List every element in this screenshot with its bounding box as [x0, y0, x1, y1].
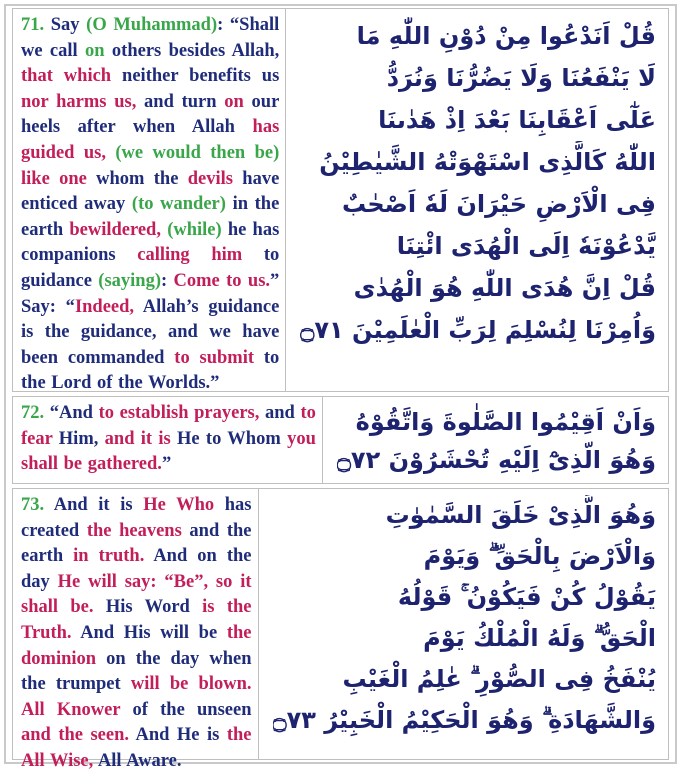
translation-segment: (saying)	[98, 270, 161, 291]
translation-segment: you shall be gathered.	[21, 428, 316, 475]
translation-segment: He Who	[143, 495, 215, 515]
verse-row-73	[12, 488, 669, 771]
translation-segment: and it is	[104, 428, 171, 449]
translation-segment: His Word	[93, 597, 203, 618]
arabic-line: قُلْ اَنَدْعُوا مِنْ دُوْنِ اللّٰهِ مَا	[356, 22, 656, 50]
arabic-line: وَاُمِرْنَا لِنُسْلِمَ لِرَبِّ الْعٰلَمِيْنَ ۝٧١	[300, 316, 656, 344]
translation-segment: to guidance	[21, 245, 280, 291]
translation-segment: and the seen.	[21, 725, 130, 746]
english-translation-73	[13, 489, 259, 771]
translation-segment: (while)	[167, 219, 222, 240]
translation-segment: he has companions	[21, 219, 280, 266]
translation-segment: neither benefits us	[111, 66, 280, 87]
arabic-line: لَا يَنْفَعُنَا وَلَا يَضُرُّنَا وَنُرَدُّ	[386, 64, 656, 92]
translation-segment: He will say: “Be”, so it shall be.	[21, 571, 252, 618]
arabic-line: يَقُوْلُ كُنْ فَيَكُوْنُ ۚ قَوْلُهُ	[397, 583, 656, 611]
translation-segment: Say	[50, 15, 87, 35]
translation-segment: Come to us.	[173, 270, 271, 291]
translation-segment: whom the	[86, 168, 188, 189]
english-translation-71	[13, 9, 286, 394]
translation-segment: to the Lord of the Worlds.”	[21, 347, 280, 394]
translation-segment: of the unseen	[120, 699, 252, 720]
translation-segment: calling him	[137, 245, 243, 266]
translation-segment: on the day when the trumpet	[21, 648, 252, 695]
translation-segment: has guided us,	[21, 117, 280, 163]
translation-segment: to fear	[21, 403, 316, 449]
arabic-line: قُلْ اِنَّ هُدَى اللّٰهِ هُوَ الْهُدٰى	[353, 274, 656, 302]
translation-segment: is the Truth.	[21, 597, 252, 643]
translation-segment: And His will be	[71, 622, 227, 643]
arabic-line: فِى الْاَرْضِ حَيْرَانَ لَهٗ اَصْحٰبٌ	[341, 190, 656, 218]
arabic-line: اللّٰهُ كَالَّذِى اسْتَهْوَتْهُ الشَّيٰطِيْنُ	[319, 148, 656, 176]
translation-segment: He to Whom	[170, 428, 288, 449]
translation-segment: prayers,	[194, 403, 260, 423]
translation-segment: ”	[161, 454, 172, 475]
verse-row-71	[12, 8, 669, 392]
translation-segment: and the earth	[21, 520, 252, 567]
translation-segment: the heavens	[86, 520, 182, 541]
translation-segment: Him,	[52, 428, 105, 449]
translation-segment: ” Say: “	[21, 270, 280, 317]
translation-segment: All Knower	[21, 699, 121, 720]
translation-segment: others besides Allah,	[104, 40, 280, 61]
translation-segment: devils	[187, 168, 233, 189]
verse-row-72	[12, 396, 669, 484]
english-translation-72	[13, 397, 323, 483]
translation-segment: 73.	[21, 495, 45, 515]
verse-table	[4, 4, 677, 771]
translation-segment: on	[85, 40, 105, 61]
translation-segment: like one	[21, 168, 87, 189]
arabic-line: وَهُوَ الَّذِىْ خَلَقَ السَّمٰوٰتِ	[385, 501, 656, 529]
translation-segment: have enticed away	[21, 168, 280, 215]
translation-segment: nor harms us,	[21, 91, 137, 112]
translation-segment: and turn	[136, 91, 225, 112]
translation-segment: on	[224, 91, 244, 112]
arabic-line: يَّدْعُوْنَهٗ اِلَى الْهُدَى ائْتِنَا	[396, 232, 656, 260]
translation-segment: and	[259, 403, 301, 423]
translation-segment: : “Shall we call	[21, 15, 280, 61]
arabic-line: وَاَنْ اَقِيْمُوا الصَّلٰوةَ وَاتَّقُوْهُ	[355, 408, 656, 436]
translation-segment: And He is	[129, 725, 227, 746]
translation-segment: (we would then be)	[115, 142, 280, 163]
arabic-text-73	[259, 489, 668, 759]
arabic-line: وَالشَّهَادَةِ ۗ وَهُوَ الْحَكِيْمُ الْخَبِيْرُ ۝٧٣	[272, 706, 656, 734]
translation-segment: All Aware.	[93, 750, 182, 771]
translation-segment: And on the day	[21, 546, 252, 592]
translation-segment: that which	[21, 66, 112, 87]
translation-segment: Indeed,	[74, 296, 135, 317]
translation-segment: in truth.	[73, 546, 145, 567]
translation-segment: :	[161, 270, 174, 291]
translation-segment: “And	[44, 403, 99, 423]
translation-segment: bewildered,	[69, 219, 161, 240]
translation-segment: 71.	[21, 15, 51, 35]
translation-segment: 72.	[21, 403, 45, 423]
translation-segment: the All Wise,	[21, 725, 252, 771]
arabic-line: وَهُوَ الَّذِىْٓ اِلَيْهِ تُحْشَرُوْنَ ۝٧٢	[336, 446, 656, 474]
translation-segment: will be blown.	[130, 674, 252, 695]
translation-segment: (O Muhammad)	[86, 15, 218, 35]
translation-segment	[106, 143, 115, 163]
translation-segment: (to wander)	[131, 194, 226, 215]
arabic-line: الْحَقُّ ۗ وَلَهُ الْمُلْكُ يَوْمَ	[423, 624, 656, 652]
translation-segment: has created	[21, 495, 252, 541]
translation-segment: to establish	[98, 403, 195, 423]
translation-segment: our heels after when Allah	[21, 91, 280, 138]
translation-segment: to submit	[174, 347, 255, 368]
arabic-line: يُنْفَخُ فِى الصُّوْرِ ۗ عٰلِمُ الْغَيْبِ	[342, 665, 656, 693]
translation-segment: Allah’s guidance is the guidance, and we have been commanded	[21, 296, 280, 368]
arabic-text-72	[323, 397, 668, 483]
arabic-line: عَلٰٓى اَعْقَابِنَا بَعْدَ اِذْ هَدٰىنَا	[378, 106, 656, 134]
translation-segment: in the earth	[21, 194, 280, 240]
arabic-text-71	[286, 9, 668, 391]
translation-segment: the dominion	[21, 622, 252, 669]
translation-segment: And it is	[44, 495, 144, 515]
arabic-line: وَالْاَرْضَ بِالْحَقِّ ۗ وَيَوْمَ	[423, 542, 656, 570]
